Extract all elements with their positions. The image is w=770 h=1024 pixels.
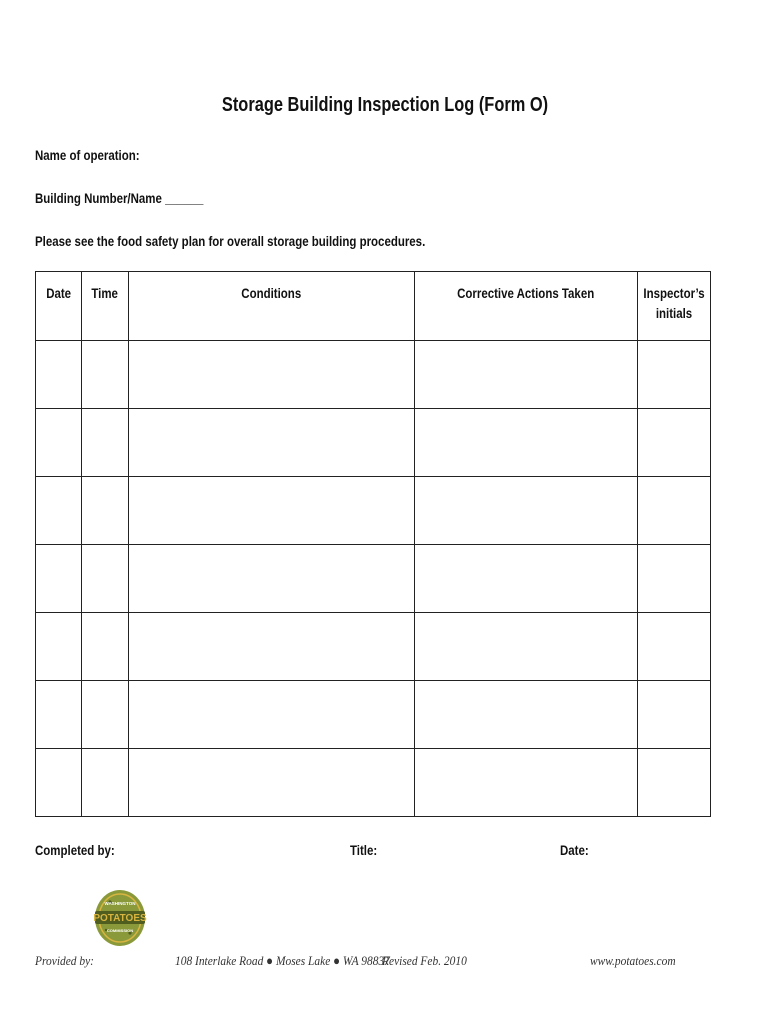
date-label: Date:	[560, 843, 589, 858]
inspector-initials-cell[interactable]	[638, 545, 711, 613]
inspector-initials-cell[interactable]	[638, 613, 711, 681]
conditions-cell[interactable]	[129, 681, 415, 749]
inspector-initials-cell[interactable]	[638, 409, 711, 477]
time-cell[interactable]	[82, 409, 129, 477]
inspector-initials-cell[interactable]	[638, 681, 711, 749]
time-cell[interactable]	[82, 477, 129, 545]
conditions-cell[interactable]	[129, 477, 415, 545]
column-header-inspector-initials: Inspector’s initials	[638, 272, 711, 341]
table-row	[36, 681, 711, 749]
table-row	[36, 341, 711, 409]
potato-logo-icon	[92, 886, 148, 948]
column-header-corrective-actions: Corrective Actions Taken	[415, 272, 638, 341]
conditions-cell[interactable]	[129, 749, 415, 817]
table-row	[36, 545, 711, 613]
time-cell[interactable]	[82, 681, 129, 749]
date-cell[interactable]	[36, 613, 82, 681]
provided-by-text: Provided by:	[35, 953, 94, 968]
table-row	[36, 749, 711, 817]
revised-date-text: Revised Feb. 2010	[382, 953, 467, 968]
corrective-actions-cell[interactable]	[415, 681, 638, 749]
corrective-actions-cell[interactable]	[415, 341, 638, 409]
time-cell[interactable]	[82, 749, 129, 817]
instructions-text: Please see the food safety plan for overall storage building procedures.	[35, 234, 426, 249]
svg-text:POTATOES: POTATOES	[93, 913, 147, 924]
conditions-cell[interactable]	[129, 613, 415, 681]
conditions-cell[interactable]	[129, 409, 415, 477]
column-header-date: Date	[36, 272, 82, 341]
inspector-initials-cell[interactable]	[638, 749, 711, 817]
name-of-operation-label: Name of operation:	[35, 148, 140, 163]
date-cell[interactable]	[36, 749, 82, 817]
svg-text:WASHINGTON: WASHINGTON	[104, 901, 136, 906]
washington-potatoes-logo	[92, 886, 148, 948]
table-header-row	[36, 272, 711, 341]
svg-text:COMMISSION: COMMISSION	[106, 928, 134, 933]
date-cell[interactable]	[36, 341, 82, 409]
inspector-initials-cell[interactable]	[638, 341, 711, 409]
table-row	[36, 477, 711, 545]
corrective-actions-cell[interactable]	[415, 477, 638, 545]
corrective-actions-cell[interactable]	[415, 613, 638, 681]
building-number-label: Building Number/Name ______	[35, 191, 204, 206]
address-text: 108 Interlake Road ● Moses Lake ● WA 98837	[175, 953, 390, 968]
time-cell[interactable]	[82, 545, 129, 613]
time-cell[interactable]	[82, 341, 129, 409]
inspector-initials-cell[interactable]	[638, 477, 711, 545]
date-cell[interactable]	[36, 681, 82, 749]
website-link[interactable]: www.potatoes.com	[590, 953, 676, 968]
table-row	[36, 613, 711, 681]
date-cell[interactable]	[36, 477, 82, 545]
form-title: Storage Building Inspection Log (Form O)	[221, 94, 549, 116]
title-label: Title:	[350, 843, 378, 858]
conditions-cell[interactable]	[129, 545, 415, 613]
time-cell[interactable]	[82, 613, 129, 681]
completed-by-label: Completed by:	[35, 843, 115, 858]
corrective-actions-cell[interactable]	[415, 409, 638, 477]
corrective-actions-cell[interactable]	[415, 545, 638, 613]
conditions-cell[interactable]	[129, 341, 415, 409]
table-row	[36, 409, 711, 477]
corrective-actions-cell[interactable]	[415, 749, 638, 817]
date-cell[interactable]	[36, 545, 82, 613]
date-cell[interactable]	[36, 409, 82, 477]
inspection-log-table	[35, 271, 711, 817]
column-header-time: Time	[82, 272, 129, 341]
column-header-conditions: Conditions	[129, 272, 415, 341]
